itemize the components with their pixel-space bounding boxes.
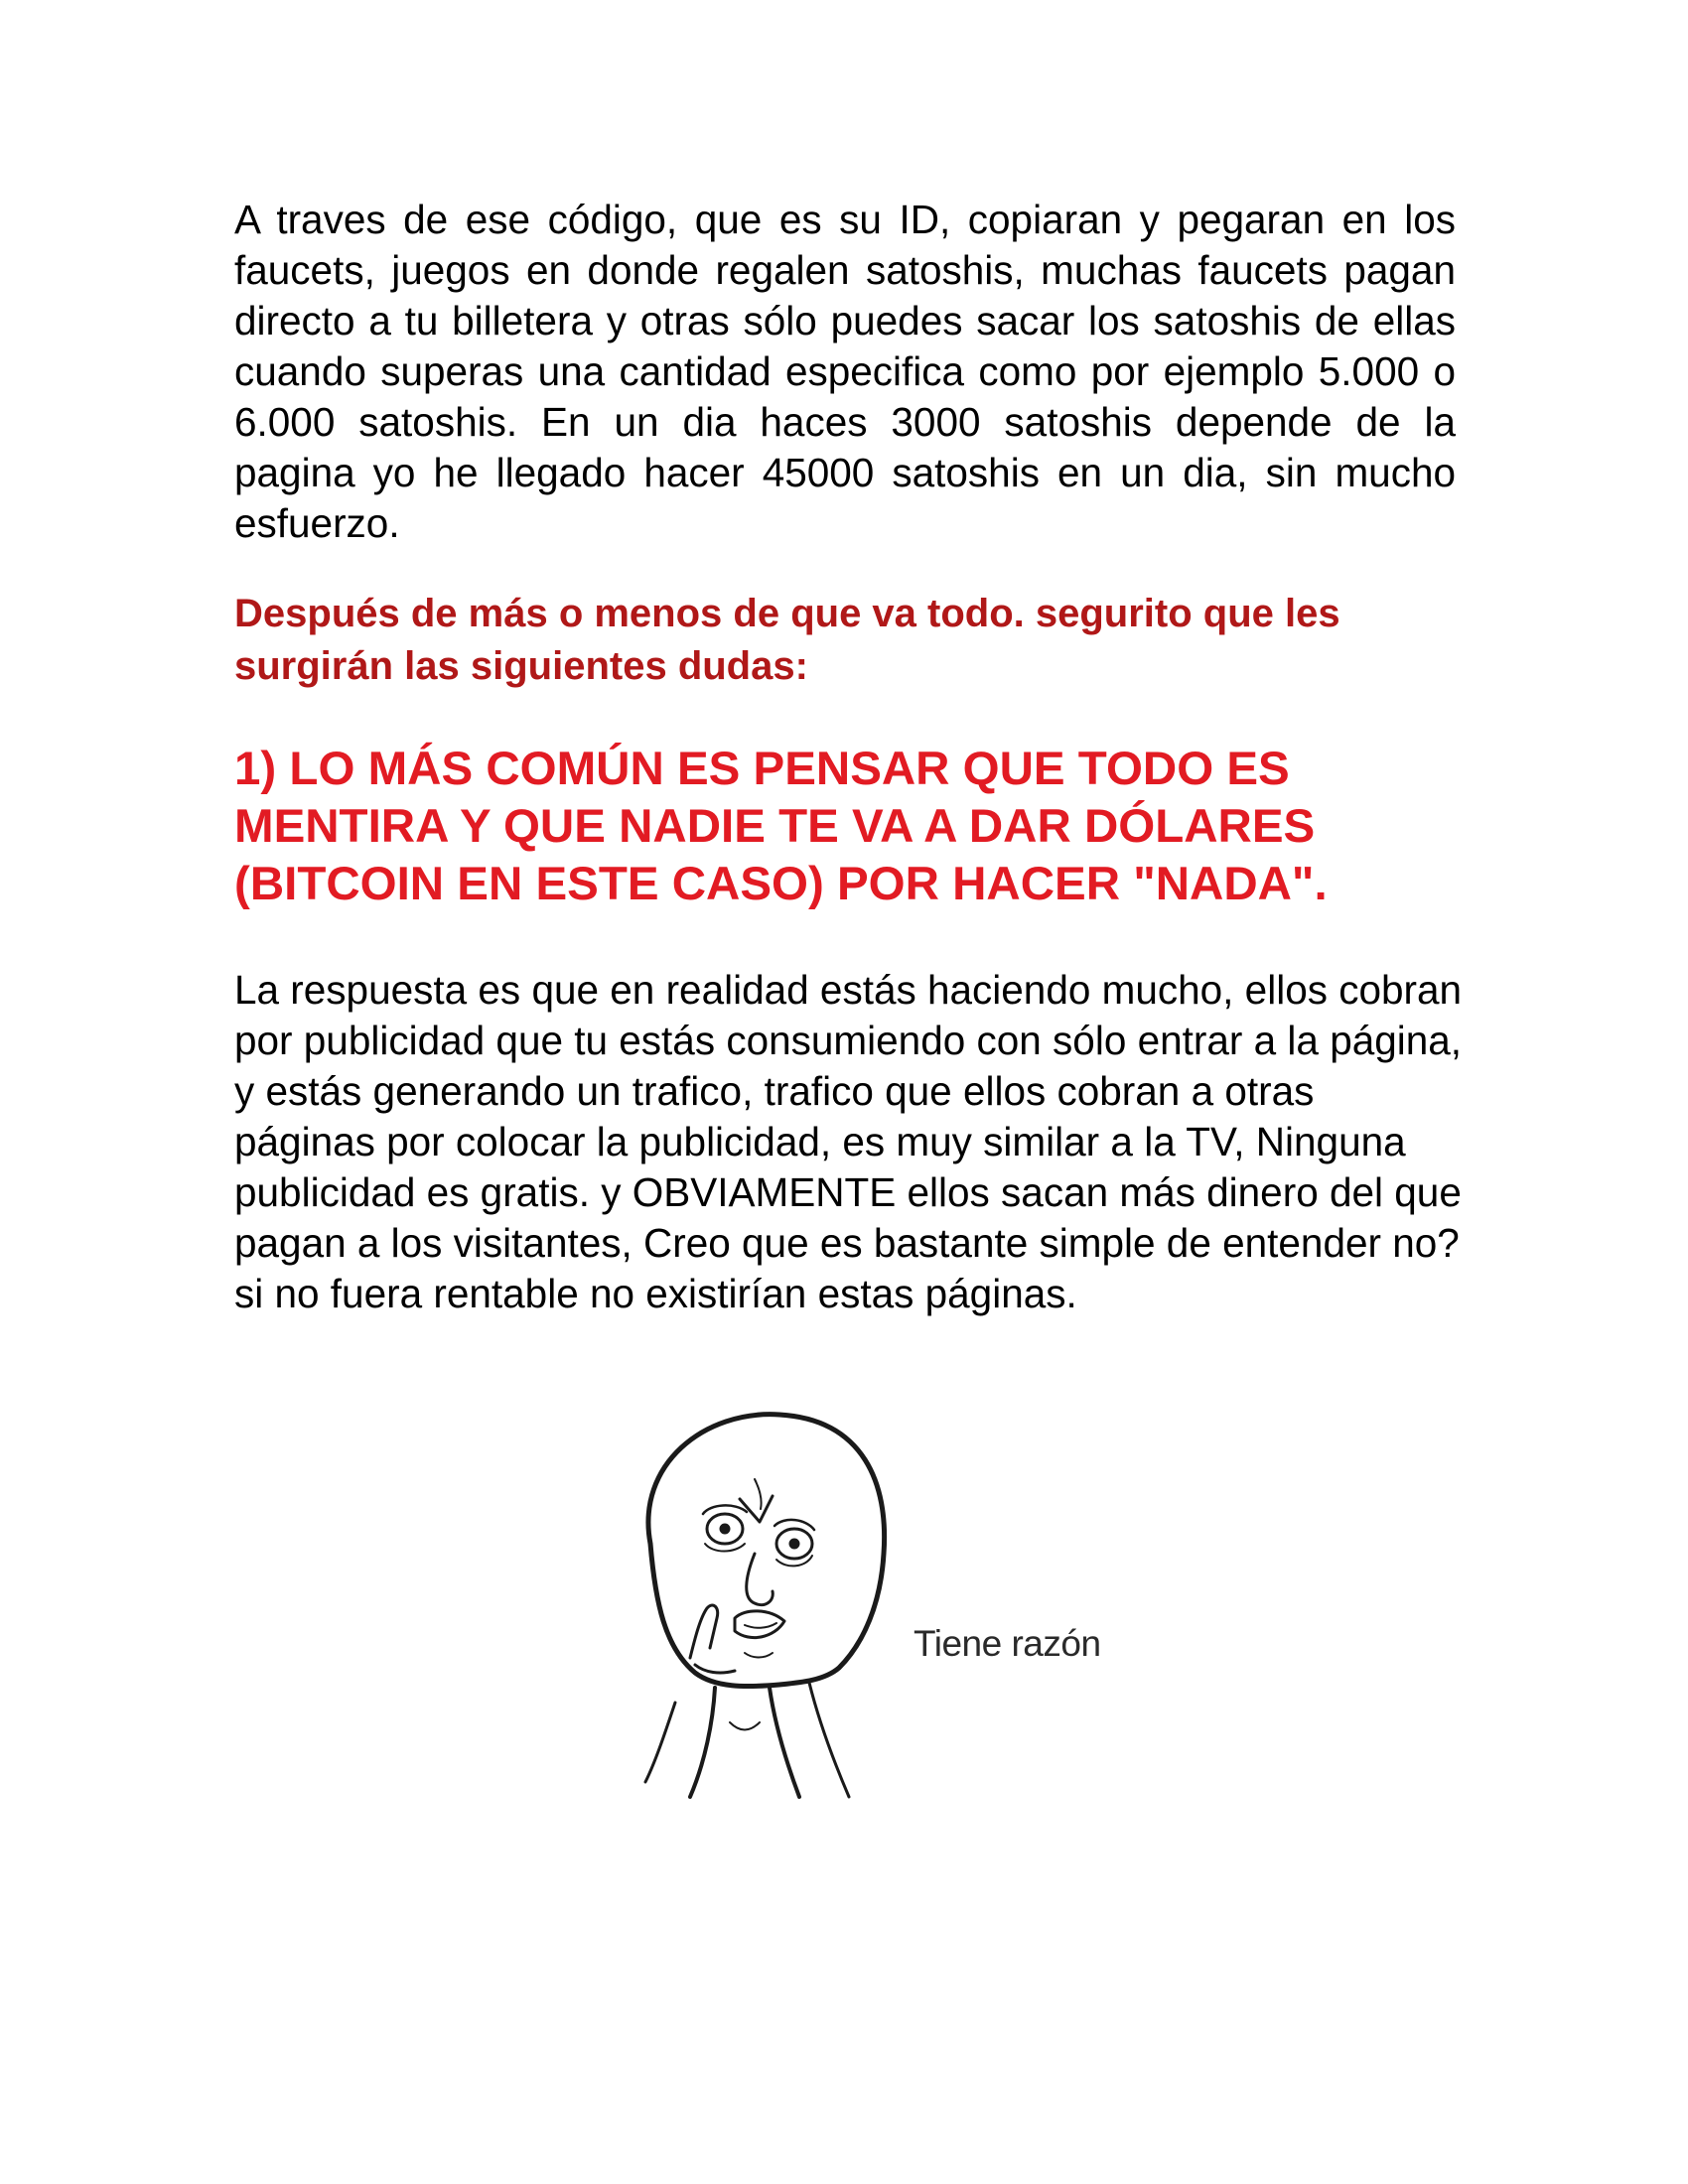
meme-caption: Tiene razón	[914, 1623, 1101, 1664]
answer-paragraph: La respuesta es que en realidad estás haciendo mucho, ellos cobran por publicidad que tu estás consumiendo con sólo entrar a la página, y estás generando un trafico, trafico que ellos cobran a otras páginas por colocar la publicidad, es muy similar a la TV, Ninguna publicidad es gratis. y OBVIAMENTE ellos sacan más dinero del que pagan a los visitantes, Creo que es bastante simple de entender no? si no fuera rentable no existirían estas páginas.	[234, 967, 1463, 1316]
intro-paragraph: A traves de ese código, que es su ID, copiaran y pegaran en los faucets, juegos en donde regalen satoshis, muchas faucets pagan directo a tu billetera y otras sólo puedes sacar los satoshis de ellas cuando superas una cantidad especifica como por ejemplo 5.000 o 6.000 satoshis. En un dia haces 3000 satoshis depende de la pagina yo he llegado hacer 45000 satoshis en un dia, sin mucho esfuerzo.	[234, 197, 1456, 546]
question-heading: 1) LO MÁS COMÚN ES PENSAR QUE TODO ES MENTIRA Y QUE NADIE TE VA A DAR DÓLARES (BITCOIN EN ESTE CASO) POR HACER "NADA".	[234, 743, 1328, 910]
section-subheading: Después de más o menos de que va todo. segurito que les surgirán las siguientes dudas:	[234, 592, 1340, 688]
